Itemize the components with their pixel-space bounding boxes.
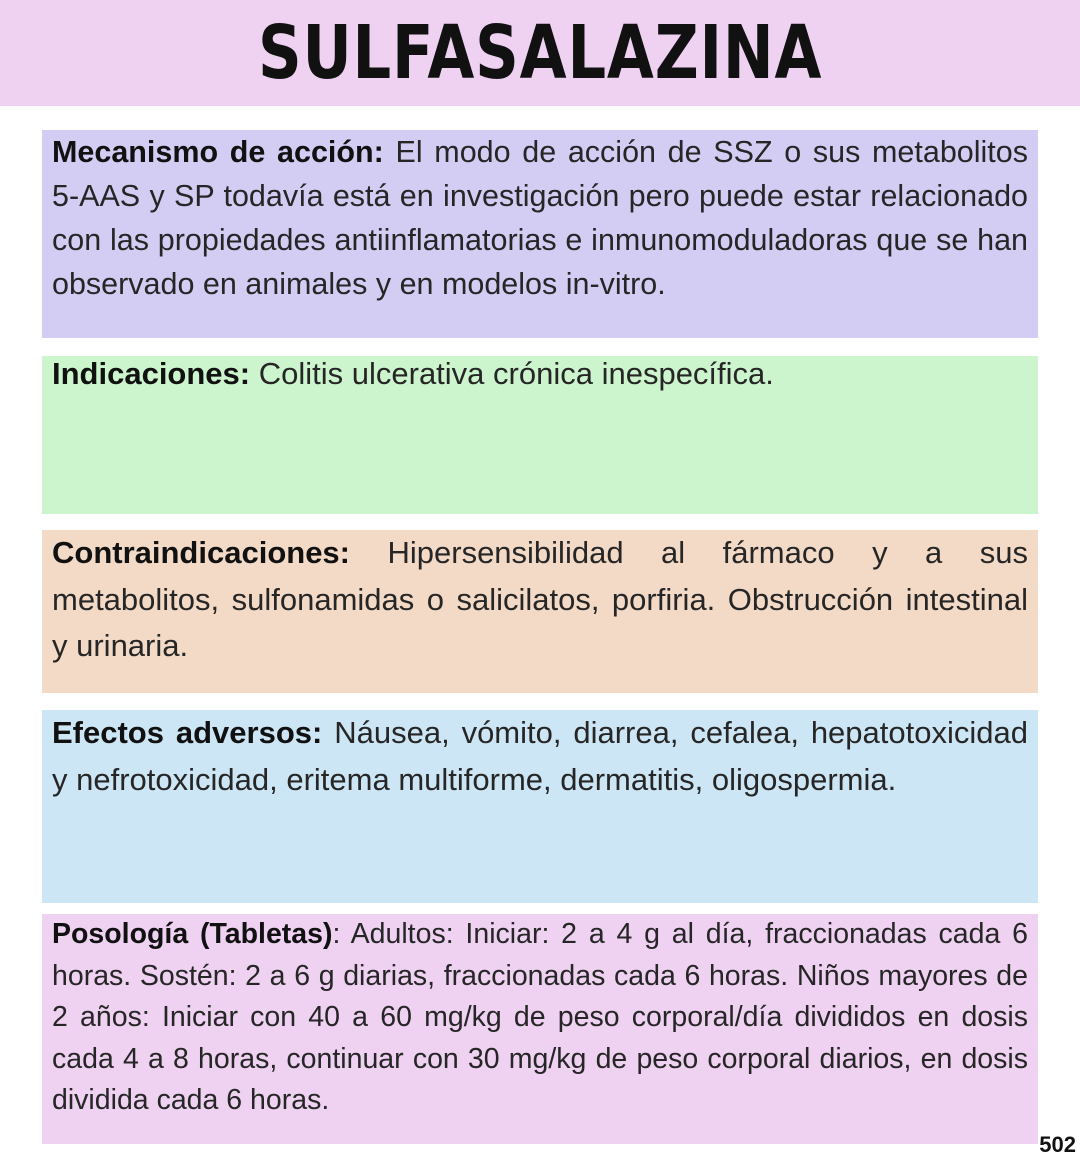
section-mecanismo-de-accion bbox=[42, 130, 1038, 338]
section-efectos-adversos bbox=[42, 710, 1038, 903]
section-text: : Adultos: Iniciar: 2 a 4 g al día, fraccionadas cada 6 horas. Sostén: 2 a 6 g diarias, fraccionadas cada 6 horas. Niños mayores de 2 años: Iniciar con 40 a 60 mg/kg de peso corporal/día divididos en dosis cada 4 a 8 horas, continuar con 30 mg/kg de peso corporal diarios, en dosis dividida cada 6 horas. bbox=[52, 918, 1028, 1116]
page-number: 502 bbox=[1039, 1132, 1076, 1157]
page-title: SULFASALAZINA bbox=[257, 10, 823, 96]
title-banner bbox=[0, 0, 1080, 106]
section-text: Náusea, vómito, diarrea, cefalea, hepatotoxicidad y nefrotoxicidad, eritema multiforme, dermatitis, oligospermia. bbox=[52, 715, 1028, 797]
section-label: Contraindicaciones: bbox=[52, 535, 350, 570]
section-label: Efectos adversos: bbox=[52, 715, 323, 750]
section-text: El modo de acción de SSZ o sus metabolitos 5-AAS y SP todavía está en investigación pero puede estar relacionado con las propiedades antiinflamatorias e inmunomoduladoras que se han observado en animales y en modelos in-vitro. bbox=[52, 135, 1028, 301]
section-label: Posología (Tabletas) bbox=[52, 918, 333, 950]
section-text: Hipersensibilidad al fármaco y a sus metabolitos, sulfonamidas o salicilatos, porfiria. Obstrucción intestinal y urinaria. bbox=[52, 535, 1028, 663]
section-indicaciones bbox=[42, 356, 1038, 514]
section-text: Colitis ulcerativa crónica inespecífica. bbox=[258, 356, 774, 391]
section-posologia bbox=[42, 914, 1038, 1144]
section-label: Indicaciones: bbox=[52, 356, 251, 391]
section-contraindicaciones bbox=[42, 530, 1038, 693]
section-label: Mecanismo de acción: bbox=[52, 135, 384, 169]
